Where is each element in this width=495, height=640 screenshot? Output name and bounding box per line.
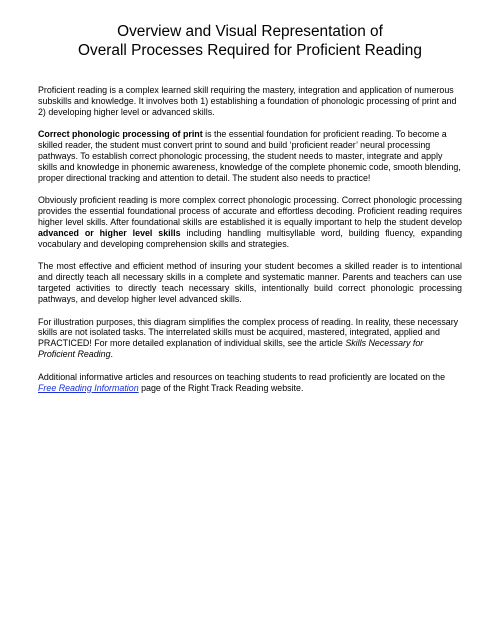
phonologic-paragraph [38,129,462,183]
resources-text-before: Additional informative articles and resources on teaching students to read proficiently are located on the [38,371,446,382]
title-line-2: Overall Processes Required for Proficient Reading [78,42,422,59]
method-paragraph: The most effective and efficient method of insuring your student becomes a skilled reader is to intentional and directly teach all necessary skills in a complete and systematic manner. Parents and teachers can use targeted activities to directly teach necessary skills, intentionally build correct phonologic processing pathways, and develop higher level advanced skills. [38,261,462,304]
intro-paragraph: Proficient reading is a complex learned skill requiring the mastery, integration and application of numerous subskills and knowledge. It involves both 1) establishing a foundation of phonologic processing of print and 2) developing higher level or advanced skills. [38,85,457,117]
resources-paragraph [38,372,462,394]
illustration-paragraph [38,317,462,360]
document-page [38,22,462,405]
advanced-skills-paragraph [38,195,462,249]
document-title [38,22,462,60]
illustration-text-before: For illustration purposes, this diagram simplifies the complex process of reading. In reality, these necessary skills are not isolated tasks. The interrelated skills must be acquired, mastered, integrated, applied and PRACTICED! For more detailed explanation of individual skills, see the article [38,316,459,349]
advanced-skills-text-after: including handling multisyllable word, building fluency, expanding vocabulary and developing comprehension skills and strategies. [38,227,463,249]
phonologic-text: is the essential foundation for proficient reading. To become a skilled reader, the student must convert print to sound and build ‘proficient reader’ neural processing pathways. To establish correct phonologic processing, the student needs to master, integrate and apply skills and knowledge in phonemic awareness, knowledge of the complete phonemic code, smooth blending, proper directional tracking and attention to detail. The student also needs to practice! [38,129,461,183]
title-line-1: Overview and Visual Representation of [117,23,383,40]
resources-text-after: page of the Right Track Reading website. [138,382,304,393]
illustration-text-after: . [110,348,113,359]
advanced-skills-bold-term: advanced or higher level skills [38,227,181,238]
free-reading-information-link[interactable]: Free Reading Information [38,382,139,393]
phonologic-bold-term: Correct phonologic processing of print [38,129,203,140]
advanced-skills-text-before: Obviously proficient reading is more complex correct phonologic processing. Correct phonologic processing provides the essential foundational process of accurate and effortless decoding. Proficient reading requires higher level skills. After foundational skills are established it is equally important to help the student develop [38,195,462,227]
article-title: Skills Necessary for Proficient Reading [38,338,424,359]
